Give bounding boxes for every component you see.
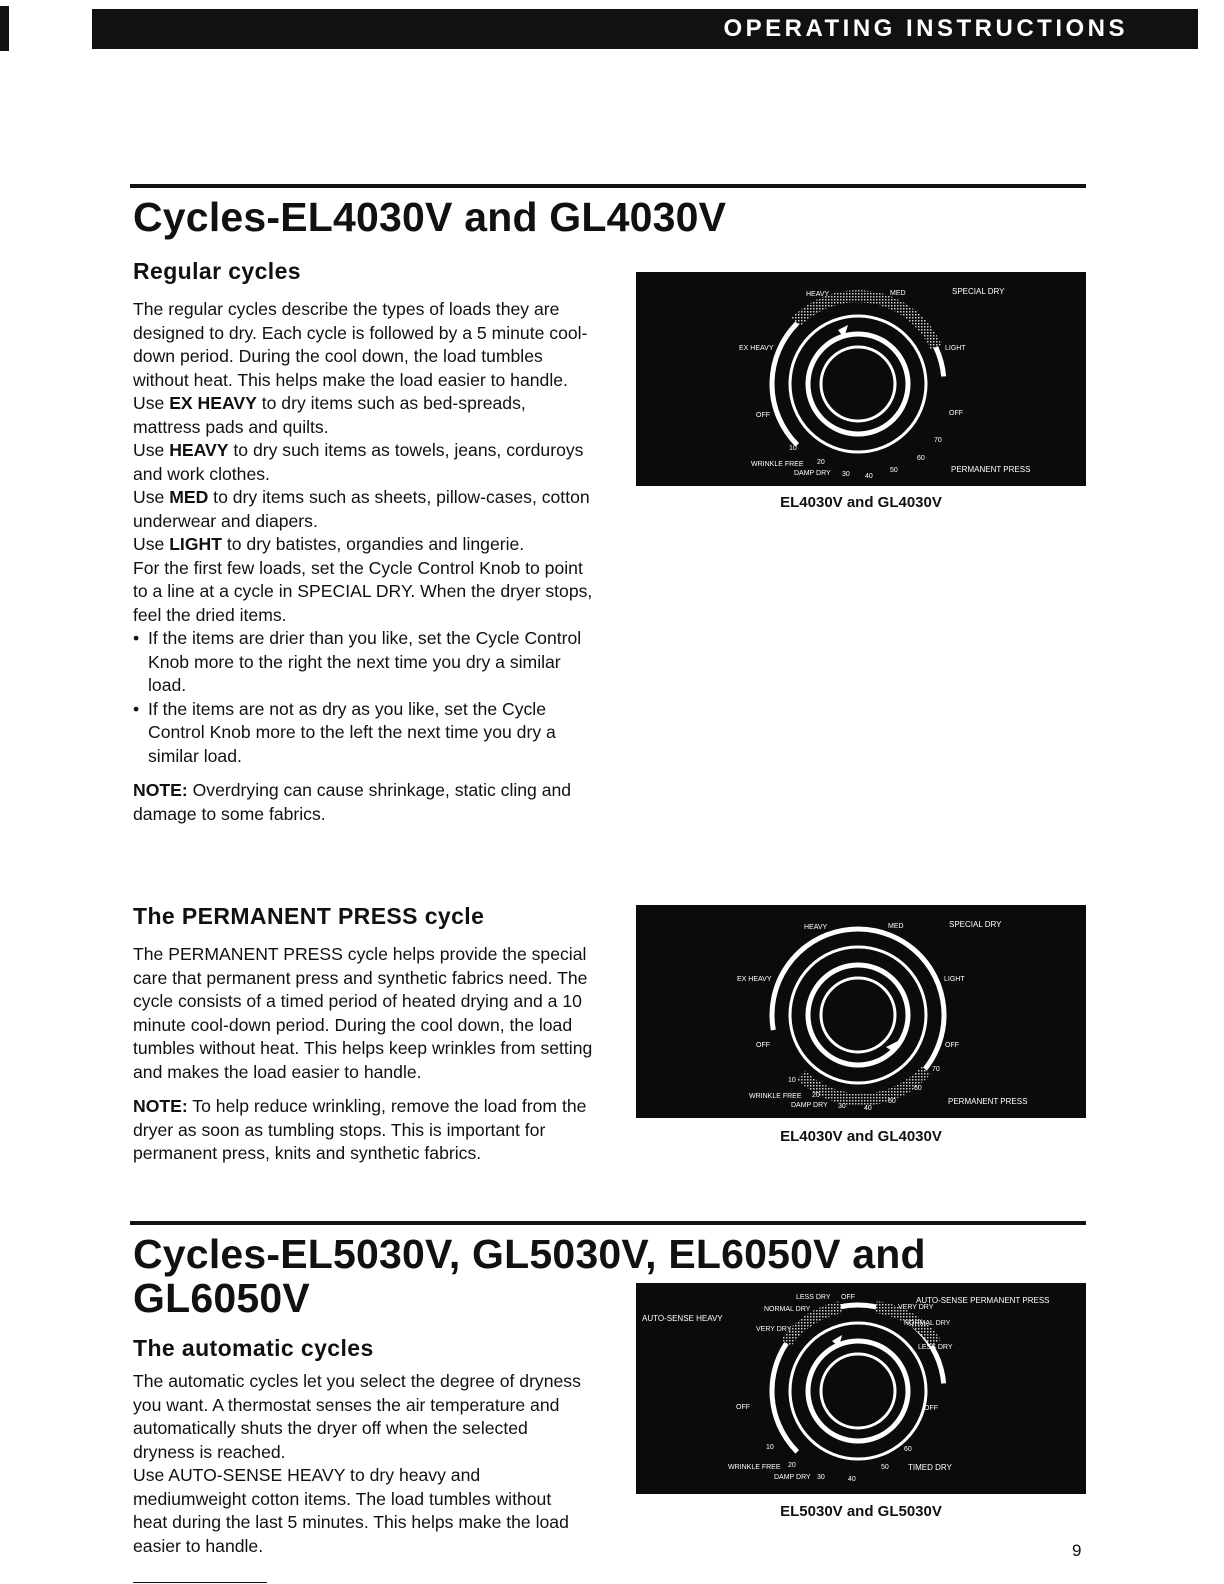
svg-text:40: 40	[865, 473, 873, 480]
header-bar	[92, 9, 1198, 49]
section-title: Cycles-EL4030V and GL4030V	[133, 194, 727, 240]
svg-text:NORMAL DRY: NORMAL DRY	[904, 1320, 951, 1327]
svg-text:70: 70	[934, 437, 942, 444]
paragraph: Use AUTO-SENSE HEAVY to dry heavy and mediumweight cotton items. The load tumbles without heat during the last 5 minutes. This helps make the load easier to handle.	[133, 1465, 569, 1556]
svg-text:LIGHT: LIGHT	[944, 976, 965, 983]
paragraph: The regular cycles describe the types of loads they are designed to dry. Each cycle is followed by a 5 minute cool-down period. During the cool down, the load tumbles without heat. This helps make the load easier to handle.	[133, 299, 588, 390]
svg-text:70: 70	[932, 1066, 940, 1073]
svg-text:OFF: OFF	[945, 1042, 959, 1049]
svg-text:20: 20	[788, 1462, 796, 1469]
permanent-press-text	[133, 943, 593, 1166]
svg-text:10: 10	[766, 1444, 774, 1451]
svg-text:DAMP DRY: DAMP DRY	[774, 1474, 811, 1481]
svg-text:DAMP DRY: DAMP DRY	[791, 1102, 828, 1109]
paragraph: For the first few loads, set the Cycle Control Knob to point to a line at a cycle in SPECIAL DRY. When the dryer stops, feel the dried items.	[133, 557, 593, 625]
svg-text:OFF: OFF	[756, 412, 770, 419]
svg-text:SPECIAL DRY: SPECIAL DRY	[949, 920, 1002, 929]
svg-text:PERMANENT PRESS: PERMANENT PRESS	[948, 1097, 1028, 1106]
underline-mark	[133, 1582, 267, 1583]
page-number: 9	[1072, 1541, 1082, 1560]
note: NOTE: Overdrying can cause shrinkage, static cling and damage to some fabrics.	[133, 780, 572, 824]
paragraph: The PERMANENT PRESS cycle helps provide the special care that permanent press and synthetic fabrics need. The cycle consists of a timed period of heated drying and a 10 minute cool-down period. During the cool down, the load tumbles without heat. This helps keep wrinkles from setting and makes the load easier to handle.	[133, 944, 593, 1082]
svg-text:30: 30	[842, 471, 850, 478]
svg-text:10: 10	[789, 445, 797, 452]
svg-text:MED: MED	[890, 290, 906, 297]
svg-text:50: 50	[888, 1098, 896, 1105]
list-item: • If the items are not as dry as you like, set the Cycle Control Knob more to the left the next time you dry a similar load.	[133, 698, 593, 769]
header-title: OPERATING INSTRUCTIONS	[723, 15, 1128, 42]
svg-text:30: 30	[838, 1103, 846, 1110]
svg-text:DAMP DRY: DAMP DRY	[794, 470, 831, 477]
svg-text:20: 20	[817, 459, 825, 466]
svg-text:OFF: OFF	[924, 1405, 938, 1412]
margin-mark	[0, 6, 9, 51]
svg-text:AUTO-SENSE PERMANENT PRESS: AUTO-SENSE PERMANENT PRESS	[916, 1296, 1050, 1305]
paragraph: Use MED to dry items such as sheets, pillow-cases, cotton underwear and diapers.	[133, 487, 590, 531]
svg-text:NORMAL DRY: NORMAL DRY	[764, 1306, 811, 1313]
svg-text:EX HEAVY: EX HEAVY	[739, 345, 774, 352]
paragraph: The automatic cycles let you select the degree of dryness you want. A thermostat senses the air temperature and automatically shuts the dryer off when the selected dryness is reached.	[133, 1371, 581, 1462]
control-knob-illustration	[636, 1283, 1086, 1494]
list-item: • If the items are drier than you like, set the Cycle Control Knob more to the right the next time you dry a similar load.	[133, 627, 593, 698]
svg-text:TIMED DRY: TIMED DRY	[908, 1463, 952, 1472]
cycle-control-panel-figure	[636, 272, 1086, 486]
subheading-regular-cycles: Regular cycles	[133, 258, 301, 284]
svg-text:WRINKLE FREE: WRINKLE FREE	[751, 461, 804, 468]
svg-text:WRINKLE FREE: WRINKLE FREE	[749, 1093, 802, 1100]
svg-text:SPECIAL DRY: SPECIAL DRY	[952, 287, 1005, 296]
svg-text:OFF: OFF	[756, 1042, 770, 1049]
cycle-control-panel-figure	[636, 905, 1086, 1118]
paragraph: Use LIGHT to dry batistes, organdies and lingerie.	[133, 534, 525, 554]
svg-text:HEAVY: HEAVY	[806, 291, 830, 298]
svg-text:EX HEAVY: EX HEAVY	[737, 976, 772, 983]
figure-caption: EL4030V and GL4030V	[780, 1128, 942, 1145]
subheading-automatic-cycles: The automatic cycles	[133, 1335, 374, 1361]
paragraph: Use HEAVY to dry such items as towels, jeans, corduroys and work clothes.	[133, 440, 584, 484]
svg-text:MED: MED	[888, 923, 904, 930]
paragraph: Use EX HEAVY to dry items such as bed-spreads, mattress pads and quilts.	[133, 393, 526, 437]
svg-text:OFF: OFF	[841, 1294, 855, 1301]
svg-text:AUTO-SENSE HEAVY: AUTO-SENSE HEAVY	[642, 1314, 723, 1323]
section-rule	[130, 1221, 1086, 1225]
svg-text:PERMANENT PRESS: PERMANENT PRESS	[951, 465, 1031, 474]
svg-text:30: 30	[817, 1474, 825, 1481]
figure-caption: EL5030V and GL5030V	[780, 1503, 942, 1520]
svg-text:VERY DRY: VERY DRY	[898, 1304, 934, 1311]
svg-text:LESS DRY: LESS DRY	[796, 1294, 831, 1301]
svg-text:LESS DRY: LESS DRY	[918, 1344, 953, 1351]
svg-text:OFF: OFF	[949, 410, 963, 417]
note: NOTE: To help reduce wrinkling, remove the load from the dryer as soon as tumbling stops. This is important for permanent press, knits and synthetic fabrics.	[133, 1096, 587, 1163]
bullet-list	[133, 627, 593, 768]
cycle-control-panel-figure	[636, 1283, 1086, 1494]
svg-text:50: 50	[890, 467, 898, 474]
svg-text:60: 60	[914, 1085, 922, 1092]
svg-text:LIGHT: LIGHT	[945, 345, 966, 352]
svg-text:60: 60	[917, 455, 925, 462]
svg-text:50: 50	[881, 1464, 889, 1471]
svg-text:OFF: OFF	[736, 1404, 750, 1411]
svg-text:10: 10	[788, 1077, 796, 1084]
svg-text:HEAVY: HEAVY	[804, 924, 828, 931]
control-knob-illustration	[636, 272, 1086, 486]
svg-text:60: 60	[904, 1446, 912, 1453]
svg-text:40: 40	[848, 1476, 856, 1483]
svg-text:VERY DRY: VERY DRY	[756, 1326, 792, 1333]
section-rule	[130, 184, 1086, 188]
regular-cycles-text	[133, 298, 593, 826]
automatic-cycles-text	[133, 1370, 588, 1558]
figure-caption: EL4030V and GL4030V	[780, 494, 942, 511]
control-knob-illustration	[636, 905, 1086, 1118]
subheading-permanent-press: The PERMANENT PRESS cycle	[133, 903, 485, 929]
svg-text:20: 20	[812, 1092, 820, 1099]
svg-text:40: 40	[864, 1105, 872, 1112]
section-title: Cycles-EL5030V, GL5030V, EL6050V and GL6050V	[133, 1231, 926, 1321]
svg-text:WRINKLE FREE: WRINKLE FREE	[728, 1464, 781, 1471]
